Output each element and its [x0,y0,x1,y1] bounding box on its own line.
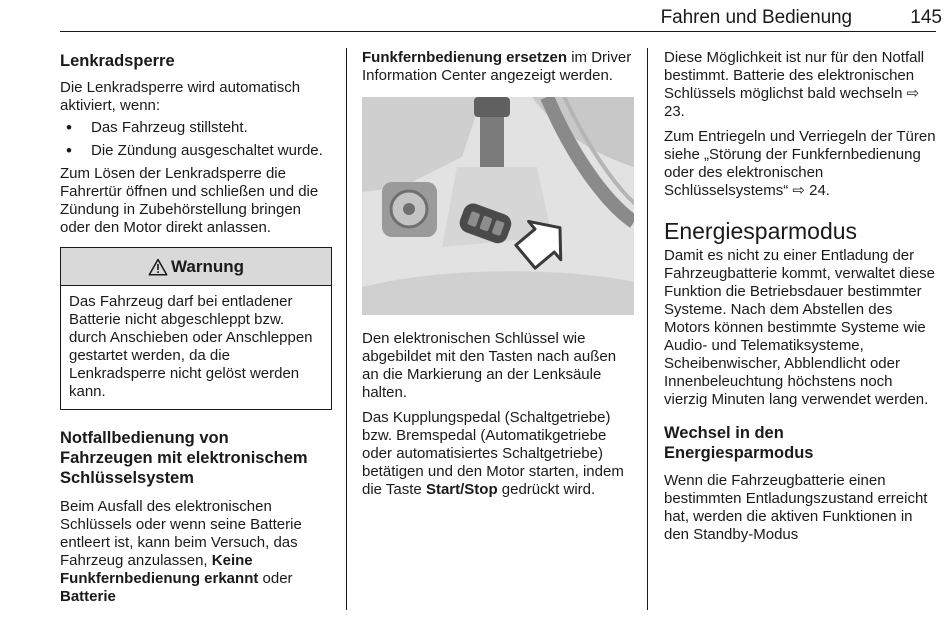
section-title: Fahren und Bedienung [660,7,852,28]
list-item: • Das Fahrzeug stillsteht. [60,119,332,137]
warning-text: Das Fahrzeug darf bei entladener Batterie nicht abgeschleppt bzw. durch Anschieben oder Anschleppen gestartet werden, da die Lenkradsperre nicht gelöst werden kann. [69,293,313,400]
paragraph: Funkfernbedienung ersetzen im Driver Information Center angezeigt werden. [362,49,632,84]
paragraph: Diese Möglichkeit ist nur für den Notfall bestimmt. Batterie des elektronischen Schlüssels möglichst bald wechseln ⇨ 23. [664,49,925,120]
bullet-list [60,119,332,160]
column-right [664,49,938,551]
bold-message-text: Batterie [60,588,116,605]
bold-message-text: Funkfernbedienung ersetzen [362,49,568,66]
column-divider [647,48,648,610]
paragraph: Den elektronischen Schlüssel wie abgebildet mit den Tasten nach außen an die Markierung an der Lenksäule halten. [362,330,617,401]
steering-column-illustration [362,97,634,315]
paragraph: Wenn die Fahrzeugbatterie einen bestimmten Entladungszustand erreicht hat, werden die aktiven Funktionen in den Standby-Modus [664,472,928,543]
paragraph: Damit es nicht zu einer Entladung der Fahrzeugbatterie kommt, verwaltet diese Funktion die Betriebsdauer bestimmter Systeme. Nach dem Abstellen des Motors können bestimmte Systeme wie Audio- und Telematiksysteme, Scheibenwischer, Abblendlicht oder Innenbeleuchtung höchstens noch vierzig Minuten lang verwendet werden. [664,247,935,408]
paragraph: Beim Ausfall des elektronischen Schlüssels oder wenn seine Batterie entleert ist, kann beim Versuch, das Fahrzeug anzulassen, Keine Funkfernbedienung erkannt oder Batterie [60,498,302,605]
heading-notfallbedienung: Notfallbedienung von Fahrzeugen mit elektronischem Schlüsselsystem [60,429,308,487]
header-rule [60,31,936,32]
start-stop-label: Start/Stop [425,481,498,498]
steering-column-photo [362,97,634,315]
paragraph: Das Kupplungspedal (Schaltgetriebe) bzw. Bremspedal (Automatikgetriebe oder automatisiertes Schaltgetriebe) betätigen und den Motor starten, indem die Taste Start/Stop gedrückt wird. [362,409,624,498]
heading-wechsel-energiesparmodus: Wechsel in den Energiesparmodus [664,424,814,462]
list-item: • Die Zündung ausgeschaltet wurde. [60,142,332,160]
paragraph: Zum Entriegeln und Verriegeln der Türen siehe „Störung der Funkfernbedienung oder des elektronischen Schlüsselsystems“ ⇨ 24. [664,128,936,199]
bold-message-text: Keine Funkfernbedienung erkannt [60,552,259,587]
paragraph: Zum Lösen der Lenkradsperre die Fahrertür öffnen und schließen und die Zündung in Zubehörstellung bringen oder den Motor direkt anlassen. [60,165,319,236]
warning-box [60,247,332,410]
warning-triangle-icon [148,258,168,276]
warning-title: Warnung [170,256,245,276]
page-number: 145 [910,7,942,28]
paragraph: Die Lenkradsperre wird automatisch aktiviert, wenn: [60,79,301,114]
heading-lenkradsperre: Lenkradsperre [60,52,175,70]
column-middle [362,49,634,506]
warning-header [61,248,331,286]
heading-energiesparmodus: Energiesparmodus [664,218,858,244]
column-divider [346,48,347,610]
column-left [60,51,332,613]
